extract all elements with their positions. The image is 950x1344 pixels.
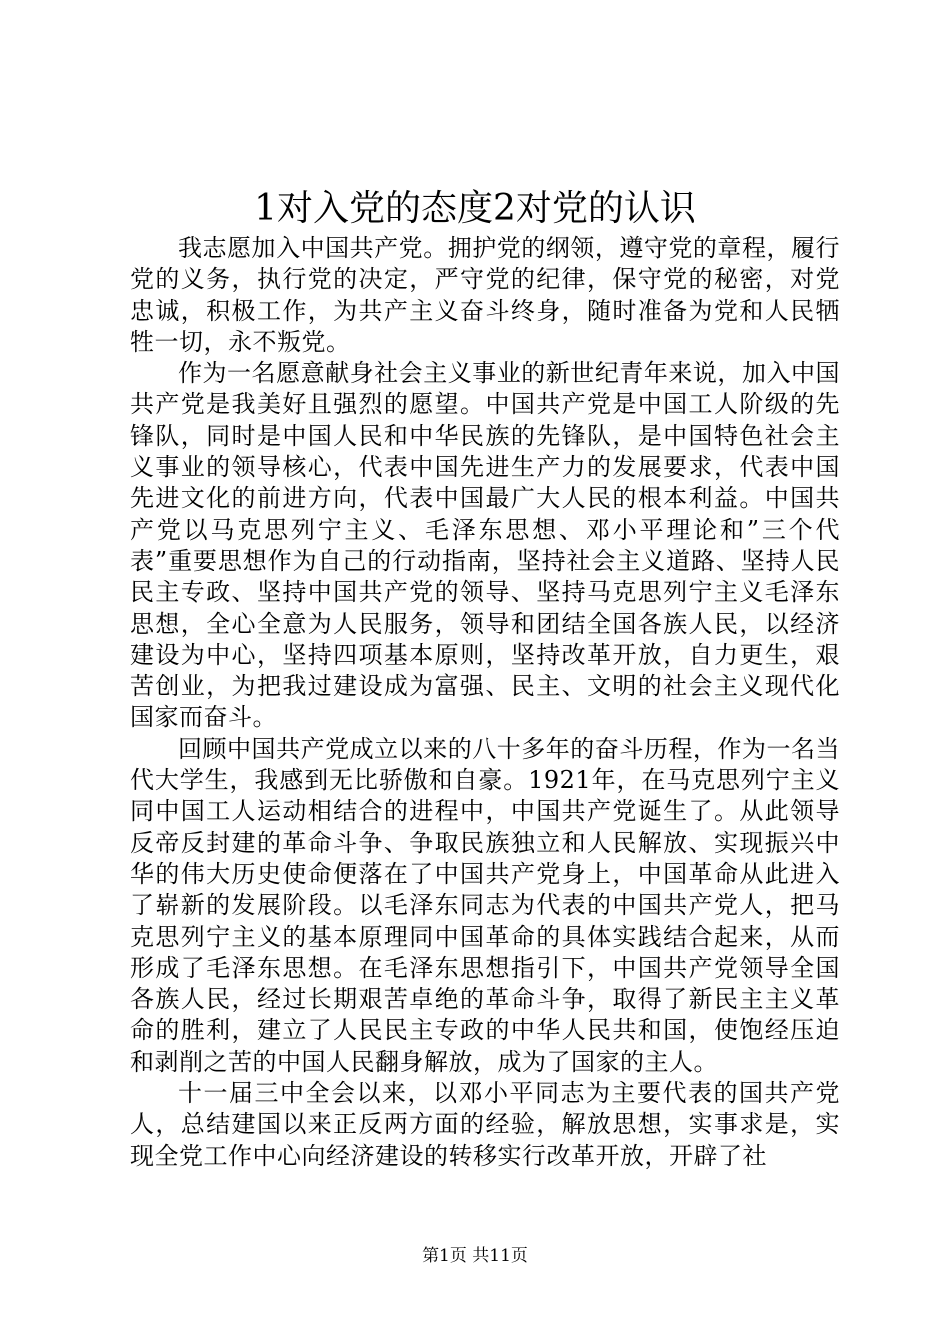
paragraph-2: 作为一名愿意献身社会主义事业的新世纪青年来说，加入中国共产党是我美好且强烈的愿望。中国共产党是中国工人阶级的先锋队，同时是中国人民和中华民族的先锋队，是中国特色社会主义事业的领导核心，代表中国先进生产力的发展要求，代表中国先进文化的前进方向，代表中国最广大人民的根本利益。中国共产党以马克思列宁主义、毛泽东思想、邓小平理论和”三个代表”重要思想作为自己的行动指南，坚持社会主义道路、坚持人民民主专政、坚持中国共产党的领导、坚持马克思列宁主义毛泽东思想，全心全意为人民服务，领导和团结全国各族人民，以经济建设为中心，坚持四项基本原则，坚持改革开放，自力更生，艰苦创业，为把我过建设成为富强、民主、文明的社会主义现代化国家而奋斗。 bbox=[130, 359, 840, 732]
paragraph-3: 回顾中国共产党成立以来的八十多年的奋斗历程，作为一名当代大学生，我感到无比骄傲和自豪。1921年，在马克思列宁主义同中国工人运动相结合的进程中，中国共产党诞生了。从此领导反帝反封建的革命斗争、争取民族独立和人民解放、实现振兴中华的伟大历史使命便落在了中国共产党身上，中国革命从此进入了崭新的发展阶段。以毛泽东同志为代表的中国共产党人，把马克思列宁主义的基本原理同中国革命的具体实践结合起来，从而形成了毛泽东思想。在毛泽东思想指引下，中国共产党领导全国各族人民，经过长期艰苦卓绝的革命斗争，取得了新民主主义革命的胜利，建立了人民民主专政的中华人民共和国，使饱经压迫和剥削之苦的中国人民翻身解放，成为了国家的主人。 bbox=[130, 734, 840, 1076]
document-title: 1对入党的态度2对党的认识 bbox=[254, 188, 696, 229]
page-number-footer: 第1页 共11页 bbox=[422, 1246, 528, 1266]
document-body bbox=[130, 233, 840, 1172]
paragraph-4: 十一届三中全会以来，以邓小平同志为主要代表的国共产党人，总结建国以来正反两方面的经验，解放思想，实事求是，实现全党工作中心向经济建设的转移实行改革开放，开辟了社 bbox=[130, 1079, 840, 1170]
paragraph-1: 我志愿加入中国共产党。拥护党的纲领，遵守党的章程，履行党的义务，执行党的决定，严守党的纪律，保守党的秘密，对党忠诚，积极工作，为共产主义奋斗终身，随时准备为党和人民牺牲一切，永不叛党。 bbox=[130, 234, 840, 356]
